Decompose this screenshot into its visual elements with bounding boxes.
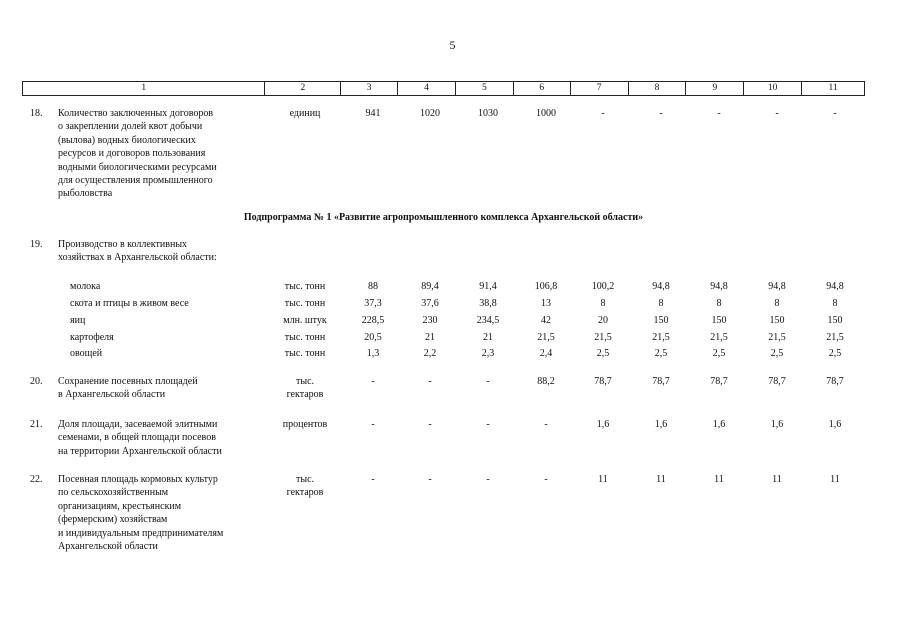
value-col-8: 8 (658, 298, 664, 309)
header-col-4: 4 (398, 82, 456, 95)
value-col-6: - (544, 419, 548, 430)
value-col-10: 78,7 (768, 376, 786, 387)
value-col-8: 78,7 (652, 376, 670, 387)
value-col-3: 37,3 (364, 298, 382, 309)
row-number: 20. (30, 376, 43, 387)
value-col-11: 78,7 (826, 376, 844, 387)
value-col-11: 150 (827, 315, 843, 326)
value-col-6: 106,8 (534, 281, 558, 292)
header-col-2: 2 (265, 82, 341, 95)
value-col-4: 230 (422, 315, 438, 326)
value-col-8: 94,8 (652, 281, 670, 292)
value-col-4: 1020 (420, 108, 440, 119)
value-col-8: 1,6 (654, 419, 668, 430)
header-col-7: 7 (571, 82, 629, 95)
row-description: Посевная площадь кормовых культур по сельскохозяйственным организациям, крестьянским (фермерским) хозяйствам и индивидуальным предпринимателям Архангельской области (58, 474, 224, 553)
value-col-9: - (717, 108, 721, 119)
value-col-5: 1030 (478, 108, 498, 119)
header-col-5: 5 (456, 82, 514, 95)
value-col-7: 78,7 (594, 376, 612, 387)
value-col-5: - (486, 376, 490, 387)
value-col-3: 1,3 (366, 348, 380, 359)
header-col-8: 8 (629, 82, 687, 95)
row-number: 21. (30, 419, 43, 430)
subprogram-heading: Подпрограмма № 1 «Развитие агропромышленного комплекса Архангельской области» (243, 212, 644, 223)
value-col-10: 8 (774, 298, 780, 309)
row-description: Количество заключенных договоров о закреплении долей квот добычи (вылова) водных биологических ресурсов и договоров пользования водными биологическими ресурсами для осуществления промышленного рыболовства (58, 108, 217, 200)
value-col-8: 2,5 (654, 348, 668, 359)
sub-row-label: картофеля (70, 332, 114, 343)
value-col-6: 13 (541, 298, 551, 309)
value-col-9: 78,7 (710, 376, 728, 387)
value-col-4: 21 (425, 332, 435, 343)
value-col-7: 2,5 (596, 348, 610, 359)
value-col-10: 1,6 (770, 419, 784, 430)
sub-row-label: скота и птицы в живом весе (70, 298, 189, 309)
value-col-3: 20,5 (364, 332, 382, 343)
value-col-4: - (428, 419, 432, 430)
value-col-7: 20 (598, 315, 608, 326)
value-col-10: 94,8 (768, 281, 786, 292)
value-col-10: 2,5 (770, 348, 784, 359)
value-col-7: - (601, 108, 605, 119)
row-unit: процентов (282, 419, 328, 430)
value-col-11: 21,5 (826, 332, 844, 343)
value-col-5: 2,3 (481, 348, 495, 359)
value-col-4: - (428, 376, 432, 387)
row-number: 19. (30, 239, 43, 250)
value-col-7: 21,5 (594, 332, 612, 343)
value-col-9: 94,8 (710, 281, 728, 292)
value-col-7: 1,6 (596, 419, 610, 430)
value-col-9: 8 (716, 298, 722, 309)
value-col-5: 21 (483, 332, 493, 343)
value-col-8: 11 (656, 474, 666, 485)
value-col-5: - (486, 474, 490, 485)
value-col-8: 150 (653, 315, 669, 326)
value-col-7: 11 (598, 474, 608, 485)
sub-row-label: овощей (70, 348, 103, 359)
value-col-5: - (486, 419, 490, 430)
value-col-11: 2,5 (828, 348, 842, 359)
value-col-11: 11 (830, 474, 840, 485)
column-number-header (22, 81, 865, 96)
value-col-10: 150 (769, 315, 785, 326)
value-col-3: - (371, 376, 375, 387)
value-col-10: 11 (772, 474, 782, 485)
sub-row-unit: тыс. тонн (284, 332, 326, 343)
value-col-10: 21,5 (768, 332, 786, 343)
header-col-10: 10 (744, 82, 802, 95)
value-col-6: 2,4 (539, 348, 553, 359)
value-col-11: 1,6 (828, 419, 842, 430)
value-col-8: - (659, 108, 663, 119)
header-col-1: 1 (23, 82, 265, 95)
header-col-11: 11 (828, 83, 838, 93)
value-col-3: - (371, 474, 375, 485)
sub-row-unit: млн. штук (283, 315, 327, 326)
value-col-3: - (371, 419, 375, 430)
sub-row-label: молока (70, 281, 101, 292)
row-unit: единиц (289, 108, 321, 119)
row-unit: тыс. гектаров (286, 376, 324, 401)
value-col-6: 88,2 (537, 376, 555, 387)
row-description: Производство в коллективных хозяйствах в Архангельской области: (58, 239, 217, 264)
value-col-6: 21,5 (537, 332, 555, 343)
value-col-6: 1000 (536, 108, 556, 119)
value-col-3: 88 (368, 281, 378, 292)
row-number: 22. (30, 474, 43, 485)
value-col-11: - (833, 108, 837, 119)
row-number: 18. (30, 108, 43, 119)
value-col-8: 21,5 (652, 332, 670, 343)
value-col-4: 37,6 (421, 298, 439, 309)
value-col-9: 2,5 (712, 348, 726, 359)
row-description: Сохранение посевных площадей в Архангельской области (58, 376, 198, 401)
value-col-5: 91,4 (479, 281, 497, 292)
sub-row-unit: тыс. тонн (284, 298, 326, 309)
sub-row-unit: тыс. тонн (284, 348, 326, 359)
header-col-6: 6 (514, 82, 571, 95)
value-col-9: 21,5 (710, 332, 728, 343)
value-col-3: 228,5 (361, 315, 385, 326)
value-col-6: - (544, 474, 548, 485)
page-number: 5 (449, 38, 456, 52)
value-col-11: 8 (832, 298, 838, 309)
value-col-4: 89,4 (421, 281, 439, 292)
header-col-9: 9 (686, 82, 744, 95)
value-col-7: 100,2 (591, 281, 615, 292)
value-col-11: 94,8 (826, 281, 844, 292)
header-col-3: 3 (341, 82, 398, 95)
value-col-4: 2,2 (423, 348, 437, 359)
value-col-5: 234,5 (476, 315, 500, 326)
value-col-4: - (428, 474, 432, 485)
value-col-9: 1,6 (712, 419, 726, 430)
sub-row-label: яиц (70, 315, 86, 326)
sub-row-unit: тыс. тонн (284, 281, 326, 292)
value-col-10: - (775, 108, 779, 119)
value-col-9: 11 (714, 474, 724, 485)
value-col-6: 42 (541, 315, 551, 326)
row-description: Доля площади, засеваемой элитными семенами, в общей площади посевов на территории Архангельской области (58, 419, 222, 457)
row-unit: тыс. гектаров (286, 474, 324, 499)
value-col-3: 941 (365, 108, 381, 119)
value-col-5: 38,8 (479, 298, 497, 309)
value-col-9: 150 (711, 315, 727, 326)
value-col-7: 8 (600, 298, 606, 309)
